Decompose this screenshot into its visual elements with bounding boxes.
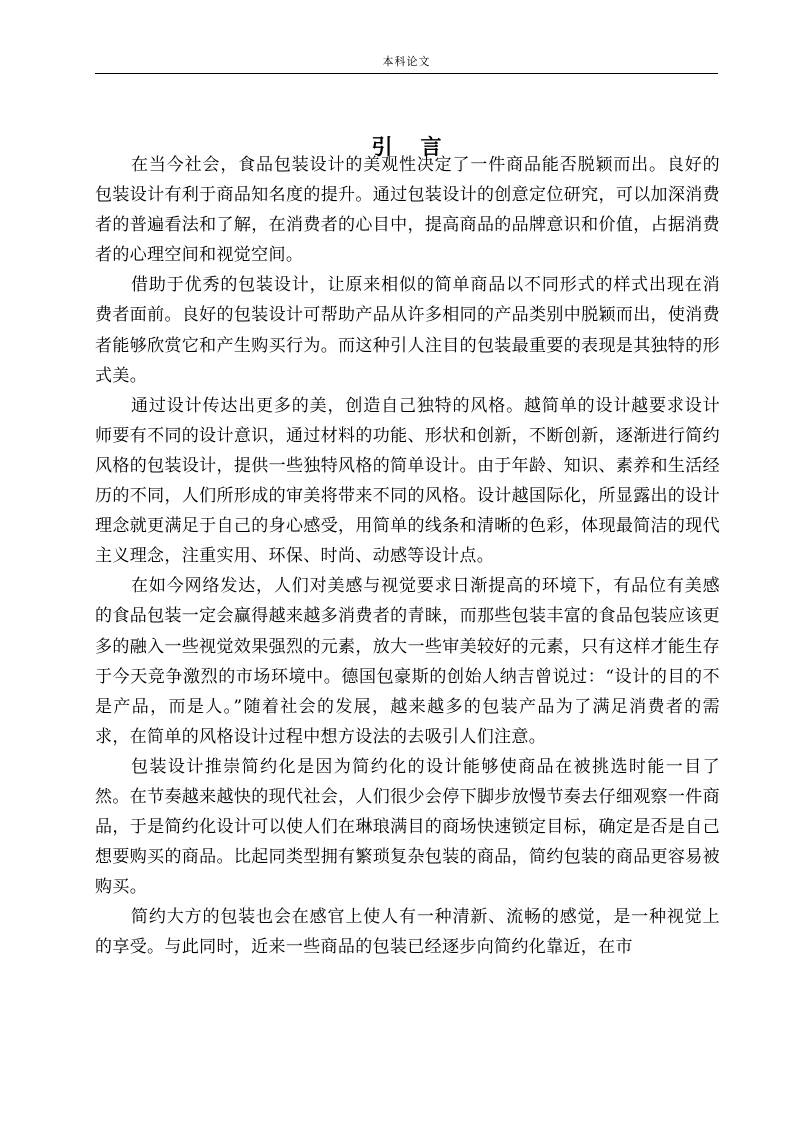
paragraph-3: 通过设计传达出更多的美，创造自己独特的风格。越简单的设计越要求设计师要有不同的设计意识，通过材料的功能、形状和创新，不断创新，逐渐进行简约风格的包装设计，提供一些独特风格的简单设计。由于年龄、知识、素养和生活经历的不同，人们所形成的审美将带来不同的风格。设计越国际化，所显露出的设计理念就更满足于自己的身心感受，用简单的线条和清晰的色彩，体现最简洁的现代主义理念，注重实用、环保、时尚、动感等设计点。 bbox=[95, 395, 720, 567]
body-text bbox=[95, 150, 720, 963]
header-rule bbox=[95, 73, 718, 74]
paragraph-2: 借助于优秀的包装设计，让原来相似的简单商品以不同形式的样式出现在消费者面前。良好的包装设计可帮助产品从许多相同的产品类别中脱颖而出，使消费者能够欣赏它和产生购买行为。而这种引人注目的包装最重要的表现是其独特的形式美。 bbox=[95, 275, 720, 386]
paragraph-4: 在如今网络发达，人们对美感与视觉要求日渐提高的环境下，有品位有美感的食品包装一定会赢得越来越多消费者的青睐，而那些包装丰富的食品包装应该更多的融入一些视觉效果强烈的元素，放大一些审美较好的元素，只有这样才能生存于今天竞争激烈的市场环境中。德国包豪斯的创始人纳吉曾说过：“设计的目的不是产品，而是人。”随着社会的发展，越来越多的包装产品为了满足消费者的需求，在简单的风格设计过程中想方设法的去吸引人们注意。 bbox=[95, 576, 720, 747]
section-title: 引言 bbox=[371, 135, 470, 160]
paragraph-5: 包装设计推崇简约化是因为简约化的设计能够使商品在被挑选时能一目了然。在节奏越来越快的现代社会，人们很少会停下脚步放慢节奏去仔细观察一件商品，于是简约化设计可以使人们在琳琅满目的商场快速锁定目标，确定是否是自己想要购买的商品。比起同类型拥有繁琐复杂包装的商品，简约包装的商品更容易被购买。 bbox=[95, 756, 720, 898]
paragraph-6: 简约大方的包装也会在感官上使人有一种清新、流畅的感觉，是一种视觉上的享受。与此同时，近来一些商品的包装已经逐步向简约化靠近，在市 bbox=[95, 907, 720, 958]
paragraph-1: 在当今社会，食品包装设计的美观性决定了一件商品能否脱颖而出。良好的包装设计有利于商品知名度的提升。通过包装设计的创意定位研究，可以加深消费者的普遍看法和了解，在消费者的心目中，提高商品的品牌意识和价值，占据消费者的心理空间和视觉空间。 bbox=[95, 155, 720, 266]
running-header: 本科论文 bbox=[382, 55, 431, 68]
